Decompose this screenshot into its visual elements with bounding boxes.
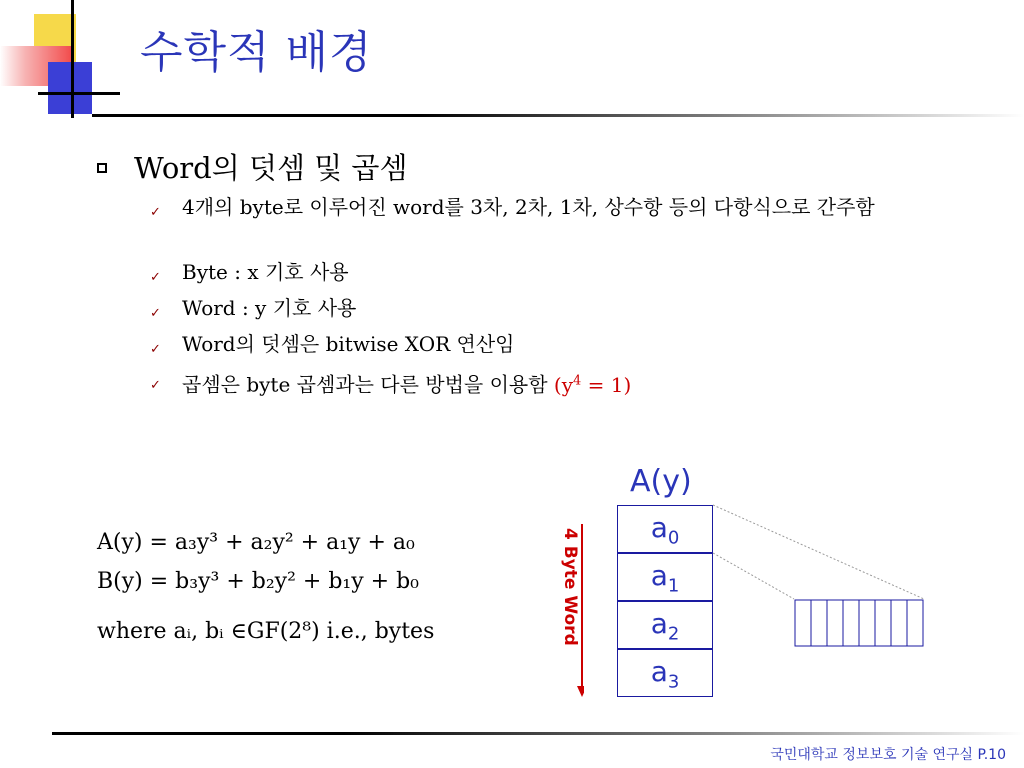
equation-b: B(y) = b₃y³ + b₂y² + b₁y + b₀	[97, 569, 419, 594]
decor-vertical-line	[71, 0, 74, 118]
word-label: A(y)	[630, 464, 692, 499]
sub-bullet-1: 4개의 byte로 이루어진 word를 3차, 2차, 1차, 상수항 등의 다항식으로 간주함	[182, 195, 875, 219]
decor-blue-square	[48, 62, 92, 114]
sub-bullet-5	[182, 366, 982, 400]
byte-word-arrow	[556, 522, 584, 698]
check-icon: ✓	[150, 342, 161, 357]
check-icon: ✓	[150, 270, 161, 285]
bit-cell	[843, 600, 859, 646]
check-icon: ✓	[150, 378, 161, 393]
connector-top	[713, 505, 924, 599]
check-icon: ✓	[150, 205, 161, 220]
main-bullet-text: Word의 덧셈 및 곱셈	[134, 151, 408, 185]
decor-horizontal-line	[38, 92, 120, 95]
title-underline	[92, 114, 1024, 117]
equation-a: A(y) = a₃y³ + a₂y² + a₁y + a₀	[97, 530, 415, 555]
byte-cell-3: $a_3$	[617, 649, 713, 697]
footer-text: 국민대학교 정보보호 기술 연구실 P.10	[770, 747, 1006, 763]
connector-bottom	[713, 553, 794, 599]
exponent-note: $(y^4 = 1)$	[553, 372, 632, 397]
check-icon: ✓	[150, 306, 161, 321]
bit-cell	[859, 600, 875, 646]
equation-where: where aᵢ, bᵢ ∈GF(2⁸) i.e., bytes	[97, 619, 435, 644]
slide-title: 수학적 배경	[140, 27, 373, 78]
sub-bullet-3: Word : y 기호 사용	[182, 296, 357, 320]
arrow-head	[577, 686, 584, 697]
byte-cell-0: $a_0$	[617, 505, 713, 553]
bit-cell	[875, 600, 891, 646]
sub-bullet-4: Word의 덧셈은 bitwise XOR 연산임	[182, 332, 515, 356]
square-bullet-icon	[97, 163, 107, 173]
byte-cell-2: $a_2$	[617, 601, 713, 649]
byte-cell-1: $a_1$	[617, 553, 713, 601]
bit-cell	[827, 600, 843, 646]
bit-cell	[907, 600, 923, 646]
bit-cell	[811, 600, 827, 646]
footer-line	[52, 732, 1024, 735]
byte-bits-grid	[794, 599, 924, 647]
bit-cell	[795, 600, 811, 646]
side-label: 4 Byte Word	[560, 528, 580, 646]
sub-bullet-5-text: 곱셈은 byte 곱셈과는 다른 방법을 이용함	[182, 372, 548, 397]
bit-cell	[891, 600, 907, 646]
sub-bullet-2: Byte : x 기호 사용	[182, 260, 349, 284]
